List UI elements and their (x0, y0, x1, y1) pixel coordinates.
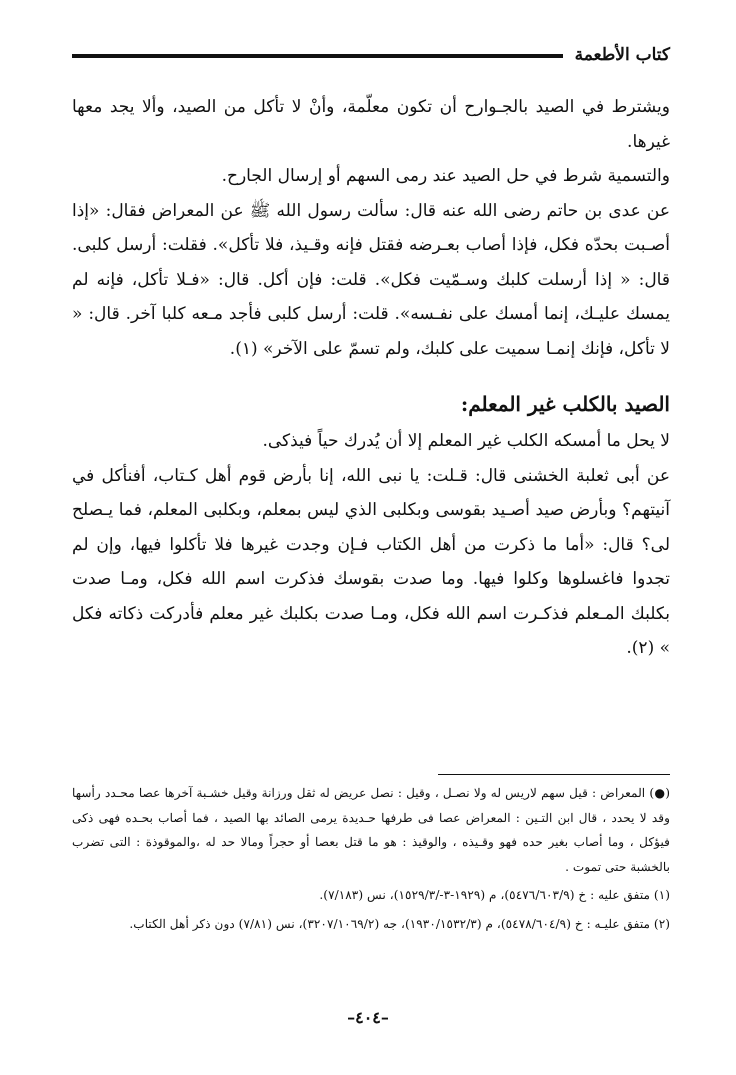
header-rule (72, 54, 563, 58)
paragraph-hadith-abi-thalaba: عن أبى ثعلبة الخشنى قال: قـلت: يا نبى الله، إنا بأرض قوم أهل كـتاب، أفنأكل في آنيتهم؟ وبأرض صيد أصـيد بقوسى وبكلبى الذي ليس بمعلم، وبكلبى المعلم، فما يـصلح لى؟ قال: «أما ما ذكرت من أهل الكتاب فـإن وجدت غيرها فلا تأكلوا فيها، وإن لم تجدوا فاغسلوها وكلوا فيها. وما صدت بقوسك فذكرت اسم الله فكل، ومـا صدت بكلبك المـعلم فذكـرت اسم الله فكل، ومـا صدت بكلبك غير معلم فأدركت ذكاته فكل » (٢). (72, 465, 670, 658)
header-title: كتاب الأطعمة (574, 45, 670, 65)
footnote-divider (438, 774, 670, 775)
footnote-1: (١) متفق عليه : خ (٥٤٧٦/٦٠٣/٩)، م (١٩٢٩-٣-/١٥٢٩/٣)، نس (٧/١٨٣). (319, 888, 670, 902)
footnotes (72, 774, 670, 940)
running-header (72, 38, 670, 72)
footnote-miraad: (●) المعراض : قيل سهم لاريس له ولا نصـل ، وقيل : نصل عريض له ثقل ورزانة وقيل خشـبة آخرها عصا محـدد رأسها وقد لا يحدد ، قال ابن التـين : المعراض عصا فى طرفها حـديدة يرمى الصائد بها الصيد ، فما أصاب بحـده فهى ذكى فيؤكل ، وما أصاب بغير حده فهو وقـيذه ، والوقيذ : هو ما قتل بعصا أو حجراً ومالا حد له ،والموقوذة : التى تضرب بالخشبة حتى تموت . (72, 786, 670, 874)
section-heading: الصيد بالكلب غير المعلم: (460, 392, 670, 416)
paragraph-tasmiya: والتسمية شرط في حل الصيد عند رمى السهم أو إرسال الجارح. (221, 166, 670, 186)
paragraph-ruling: لا يحل ما أمسكه الكلب غير المعلم إلا أن يُدرك حياً فيذكى. (262, 431, 670, 451)
paragraph-conditions: ويشترط في الصيد بالجـوارح أن تكون معلّمة، وأنْ لا تأكل من الصيد، وألا يجد معها غيرها. (72, 97, 670, 152)
page-number: –٤٠٤– (347, 1008, 389, 1027)
footnote-2: (٢) متفق عليـه : خ (٥٤٧٨/٦٠٤/٩)، م (١٩٣٠/١٥٣٢/٣)، جه (٣٢٠٧/١٠٦٩/٢)، نس (٧/٨١) دون ذكر أهل الكتاب. (129, 916, 670, 931)
main-text (72, 90, 670, 666)
paragraph-hadith-adi: عن عدى بن حاتم رضى الله عنه قال: سألت رسول الله ﷺ عن المعراض فقال: «إذا أصـبت بحدّه فكل، فإذا أصاب بعـرضه فقتل فإنه وقـيذ، فلا تأكل». فقلت: أرسل كلبى. قال: « إذا أرسلت كلبك وسـمّيت فكل». قلت: فإن أكل. قال: «فـلا تأكل، فإنه لم يمسك عليـك، إنما أمسك على نفـسه». قلت: أرسل كلبى فأجد مـعه كلبا آخر. قال: « لا تأكل، فإنك إنمـا سميت على كلبك، ولم تسمّ على الآخر» (١). (72, 200, 670, 359)
